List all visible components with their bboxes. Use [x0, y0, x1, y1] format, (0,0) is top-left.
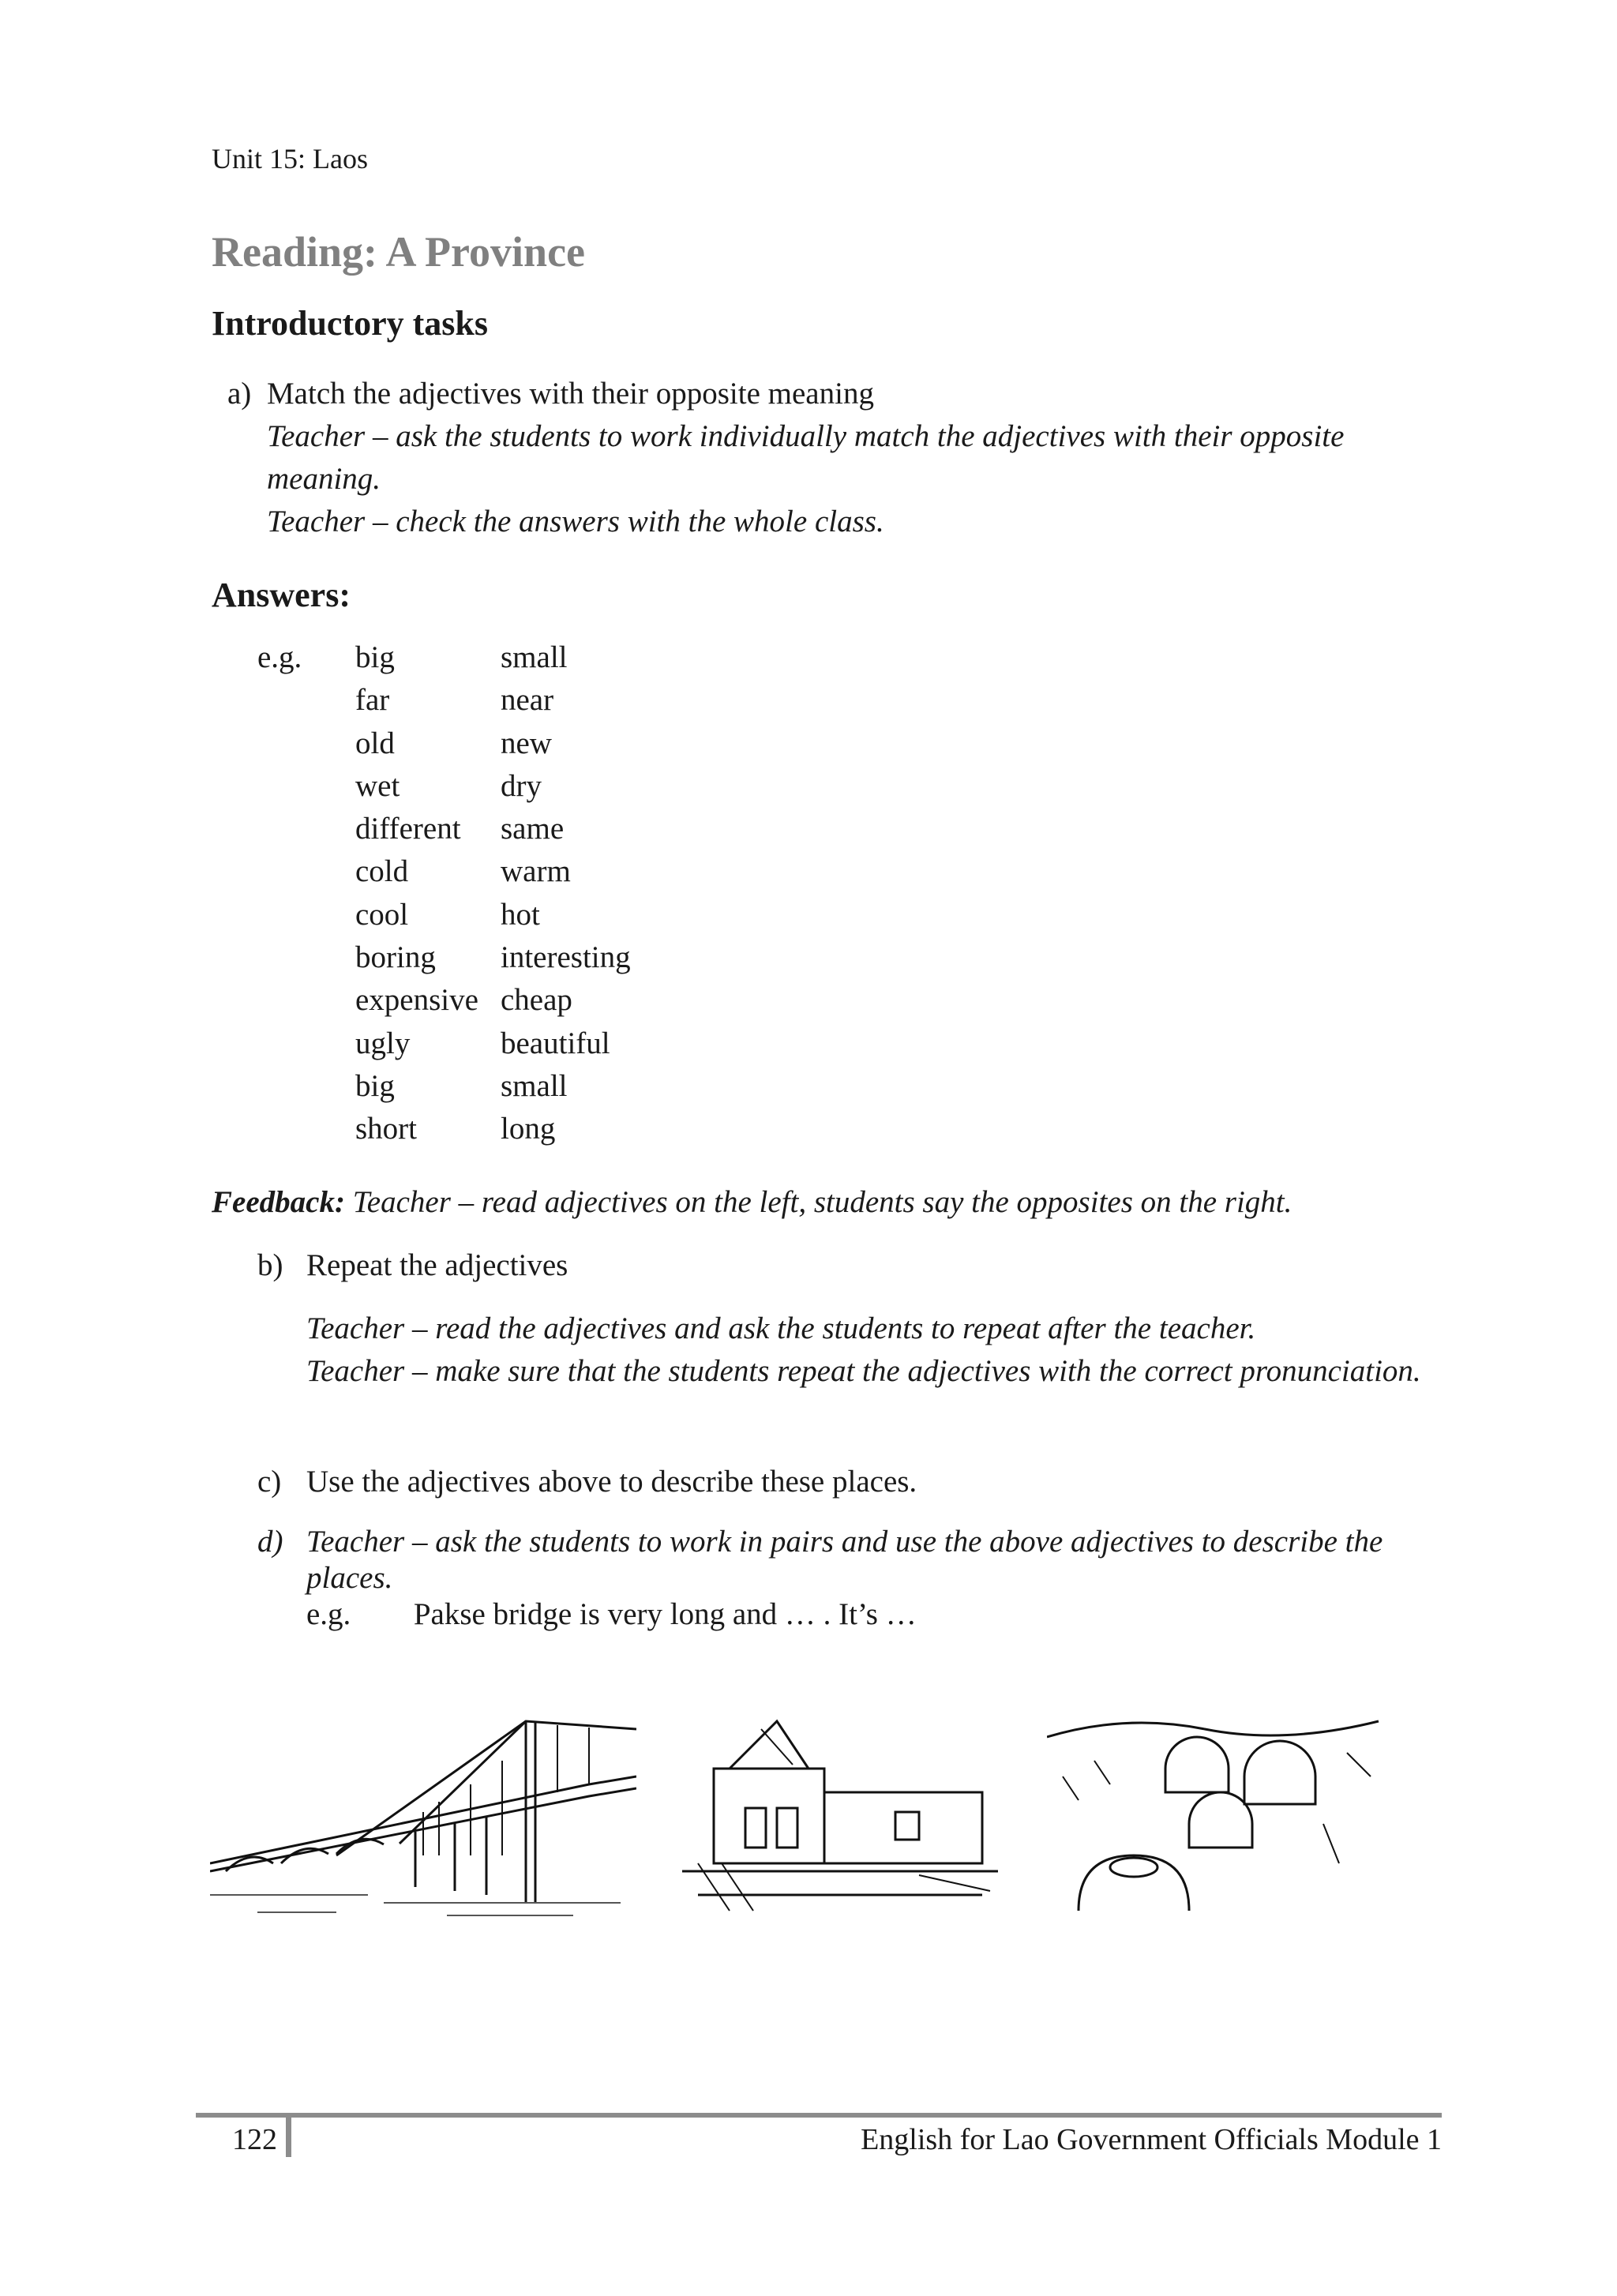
adjective: expensive	[355, 983, 478, 1018]
answer-row	[257, 1108, 631, 1150]
plain-of-jars-illustration	[1047, 1705, 1386, 1919]
answer-row	[257, 722, 631, 765]
adjective: old	[355, 726, 395, 760]
answer-row	[257, 679, 631, 722]
section-heading-introductory-tasks: Introductory tasks	[212, 304, 489, 343]
opposite-adjective: cheap	[501, 983, 572, 1018]
adjective: big	[355, 1068, 395, 1103]
answer-row	[257, 894, 631, 936]
opposite-adjective: interesting	[501, 940, 631, 975]
opposite-adjective: small	[501, 1068, 568, 1103]
answer-row	[257, 1022, 631, 1065]
footer-rule-right	[286, 2113, 1442, 2118]
running-head: Unit 15: Laos	[212, 143, 368, 174]
answer-row	[257, 765, 631, 808]
bridge-illustration	[210, 1705, 636, 1919]
adjective: cool	[355, 897, 409, 932]
opposite-adjective: beautiful	[501, 1026, 610, 1060]
feedback-label: Feedback:	[212, 1185, 345, 1219]
opposite-adjective: warm	[501, 854, 571, 889]
task-a-note-2: Teacher – check the answers with the whole class.	[267, 505, 884, 538]
answers-table	[257, 636, 631, 1151]
feedback	[212, 1181, 1459, 1224]
book-title: English for Lao Government Officials Module 1	[861, 2123, 1442, 2156]
answer-row	[257, 850, 631, 893]
opposite-adjective: new	[501, 726, 552, 760]
adjective: far	[355, 683, 390, 718]
answer-row	[257, 636, 631, 679]
footer-divider	[286, 2113, 291, 2157]
task-d-eg-label: e.g.	[306, 1597, 351, 1631]
task-d-note: Teacher – ask the students to work in pairs and use the above adjectives to describe the places.	[306, 1525, 1383, 1595]
task-a-text: Match the adjectives with their opposite meaning	[267, 377, 874, 411]
task-c-text: Use the adjectives above to describe these places.	[306, 1465, 917, 1499]
task-b-note-2: Teacher – make sure that the students repeat the adjectives with the correct pronunciation.	[306, 1354, 1421, 1388]
opposite-adjective: same	[501, 812, 565, 846]
task-b-note-1: Teacher – read the adjectives and ask the students to repeat after the teacher.	[306, 1311, 1256, 1345]
page-number: 122	[232, 2123, 277, 2156]
adjective: short	[355, 1112, 417, 1146]
task-b-label: b)	[257, 1248, 283, 1282]
task-a-note-1: Teacher – ask the students to work individually match the adjectives with their opposite meaning.	[267, 419, 1345, 496]
footer-rule-left	[196, 2113, 291, 2118]
opposite-adjective: long	[501, 1112, 556, 1146]
feedback-text: Teacher – read adjectives on the left, students say the opposites on the right.	[352, 1185, 1292, 1219]
task-c-label: c)	[257, 1465, 282, 1499]
opposite-adjective: dry	[501, 768, 542, 803]
adjective: big	[355, 640, 395, 674]
page-title: Reading: A Province	[212, 228, 586, 276]
answer-row	[257, 979, 631, 1022]
answer-row	[257, 936, 631, 979]
eg-label: e.g.	[257, 640, 302, 674]
opposite-adjective: near	[501, 683, 554, 718]
adjective: boring	[355, 940, 436, 975]
task-b-text: Repeat the adjectives	[306, 1248, 568, 1282]
opposite-adjective: hot	[501, 897, 540, 932]
temple-illustration	[682, 1705, 998, 1919]
task-d-label: d)	[257, 1525, 283, 1559]
opposite-adjective: small	[501, 640, 568, 674]
answer-row	[257, 1065, 631, 1108]
answer-row	[257, 808, 631, 850]
adjective: cold	[355, 854, 409, 889]
answers-heading: Answers:	[212, 576, 351, 614]
adjective: different	[355, 812, 461, 846]
adjective: wet	[355, 768, 400, 803]
task-a-label: a)	[227, 377, 252, 411]
adjective: ugly	[355, 1026, 411, 1060]
task-d-eg-text: Pakse bridge is very long and … . It’s …	[413, 1597, 917, 1631]
